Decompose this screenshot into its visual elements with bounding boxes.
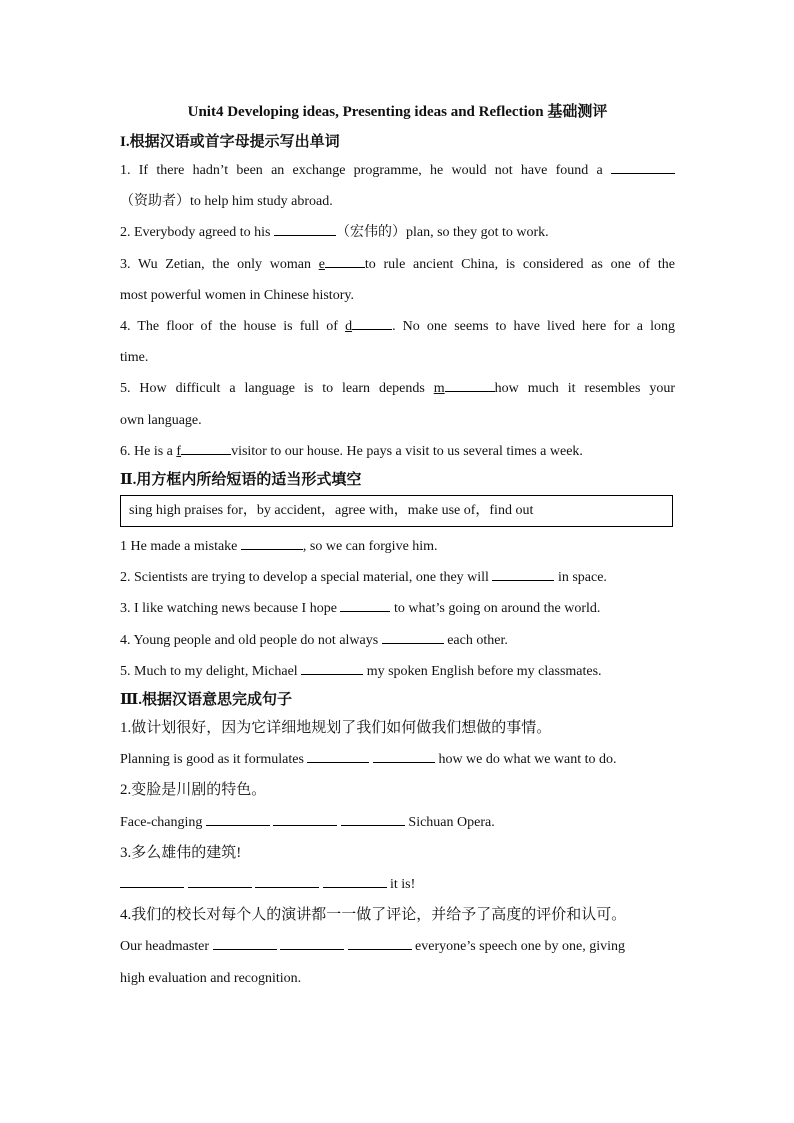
section-3-heading: Ⅲ.根据汉语意思完成句子 bbox=[120, 692, 293, 709]
s1-q6-letter: f bbox=[176, 443, 182, 459]
s3-q3 bbox=[120, 869, 675, 900]
s3-q4-line2 bbox=[120, 963, 675, 994]
section-2-heading: Ⅱ.用方框内所给短语的适当形式填空 bbox=[120, 472, 362, 489]
answer-blank[interactable] bbox=[307, 748, 369, 763]
answer-blank[interactable] bbox=[213, 935, 277, 950]
s3-q4-text-a: Our headmaster bbox=[120, 939, 210, 955]
answer-blank[interactable] bbox=[373, 748, 435, 763]
s3-q2-chinese: 2.变脸是川剧的特色。 bbox=[120, 782, 267, 799]
s1-q4-letter: d bbox=[345, 319, 353, 335]
s2-q2-text-a: 2. Scientists are trying to develop a special material, one they will bbox=[120, 570, 489, 586]
s1-q3-text-b: to rule ancient China, is considered as one of the bbox=[364, 256, 676, 272]
s1-q4-line1 bbox=[120, 311, 675, 342]
s1-q5-text-c: own language. bbox=[120, 412, 202, 428]
s3-q1-text-a: Planning is good as it formulates bbox=[120, 752, 304, 768]
s1-q3-line1 bbox=[120, 249, 675, 280]
s1-q4-text-c: time. bbox=[120, 350, 149, 366]
s2-q4-text-b: each other. bbox=[447, 632, 508, 648]
answer-blank[interactable] bbox=[188, 873, 252, 888]
s2-q3-text-b: to what’s going on around the world. bbox=[393, 601, 601, 617]
answer-blank[interactable] bbox=[340, 597, 390, 612]
s1-q3-text-c: most powerful women in Chinese history. bbox=[120, 287, 354, 303]
s3-q1-chinese: 1.做计划很好，因为它详细地规划了我们如何做我们想做的事情。 bbox=[120, 720, 552, 737]
s1-q3-letter: e bbox=[318, 256, 325, 272]
answer-blank[interactable] bbox=[352, 315, 392, 330]
answer-blank[interactable] bbox=[323, 873, 387, 888]
answer-blank[interactable] bbox=[280, 935, 344, 950]
answer-blank[interactable] bbox=[341, 811, 405, 826]
s1-q6-text-a: 6. He is a bbox=[120, 443, 173, 459]
answer-blank[interactable] bbox=[120, 873, 184, 888]
s1-q2 bbox=[120, 217, 675, 248]
s3-q1-text-b: how we do what we want to do. bbox=[438, 752, 617, 768]
s1-q5-line2 bbox=[120, 405, 675, 436]
phrase-box: sing high praises for，by accident，agree with，make use of，find out bbox=[120, 495, 673, 527]
s1-q4-line2 bbox=[120, 342, 675, 373]
answer-blank[interactable] bbox=[325, 253, 365, 268]
s3-q4-line1 bbox=[120, 931, 675, 962]
worksheet-content bbox=[120, 99, 675, 994]
s1-q2-text-b: （宏伟的）plan, so they got to work. bbox=[335, 225, 549, 241]
section-1-heading: I.根据汉语或首字母提示写出单词 bbox=[120, 134, 340, 150]
s3-q4-text-b: everyone’s speech one by one, giving bbox=[415, 939, 625, 955]
s2-q1-text-b: , so we can forgive him. bbox=[302, 539, 438, 555]
s2-q1 bbox=[120, 531, 675, 562]
answer-blank[interactable] bbox=[206, 811, 270, 826]
answer-blank[interactable] bbox=[273, 811, 337, 826]
s1-q2-text-a: 2. Everybody agreed to his bbox=[120, 225, 271, 241]
answer-blank[interactable] bbox=[445, 377, 495, 392]
s1-q4-text-b: . No one seems to have lived here for a long bbox=[392, 319, 675, 335]
answer-blank[interactable] bbox=[255, 873, 319, 888]
answer-blank[interactable] bbox=[301, 660, 363, 675]
s3-q2 bbox=[120, 807, 675, 838]
page-title: Unit4 Developing ideas, Presenting ideas and Reflection 基础测评 bbox=[187, 104, 608, 120]
s3-q2-text-a: Face-changing bbox=[120, 814, 203, 830]
answer-blank[interactable] bbox=[382, 629, 444, 644]
s1-q5-line1 bbox=[120, 373, 675, 404]
s3-q3-text-b: it is! bbox=[390, 877, 416, 893]
s1-q6-text-b: visitor to our house. He pays a visit to us several times a week. bbox=[231, 443, 583, 459]
s2-q5-text-b: my spoken English before my classmates. bbox=[366, 663, 602, 679]
s1-q3-text-a: 3. Wu Zetian, the only woman bbox=[120, 256, 311, 272]
s1-q1-text-b: （资助者）to help him study abroad. bbox=[120, 194, 333, 210]
s2-q4-text-a: 4. Young people and old people do not always bbox=[120, 632, 379, 648]
s1-q1-line2 bbox=[120, 186, 675, 217]
s2-q3 bbox=[120, 593, 675, 624]
answer-blank[interactable] bbox=[181, 440, 231, 455]
s1-q1-text-a: 1. If there hadn’t been an exchange programme, he would not have found a bbox=[120, 163, 603, 178]
s1-q5-text-b: how much it resembles your bbox=[494, 381, 676, 397]
s1-q5-text-a: 5. How difficult a language is to learn depends bbox=[120, 381, 425, 397]
s2-q4 bbox=[120, 625, 675, 656]
s2-q3-text-a: 3. I like watching news because I hope bbox=[120, 601, 337, 617]
answer-blank[interactable] bbox=[492, 566, 554, 581]
s1-q6 bbox=[120, 436, 675, 467]
s2-q2 bbox=[120, 562, 675, 593]
answer-blank[interactable] bbox=[611, 159, 675, 174]
s1-q4-text-a: 4. The floor of the house is full of bbox=[120, 319, 338, 335]
s2-q5-text-a: 5. Much to my delight, Michael bbox=[120, 663, 298, 679]
s3-q1 bbox=[120, 744, 675, 775]
s3-q2-text-b: Sichuan Opera. bbox=[408, 814, 495, 830]
s3-q3-chinese: 3.多么雄伟的建筑! bbox=[120, 844, 242, 861]
answer-blank[interactable] bbox=[274, 221, 336, 236]
s1-q3-line2 bbox=[120, 280, 675, 311]
s3-q4-text-c: high evaluation and recognition. bbox=[120, 970, 302, 986]
answer-blank[interactable] bbox=[241, 535, 303, 550]
s3-q4-chinese: 4.我们的校长对每个人的演讲都一一做了评论，并给予了高度的评价和认可。 bbox=[120, 907, 627, 924]
s1-q1-line1 bbox=[120, 155, 675, 186]
s2-q5 bbox=[120, 656, 675, 687]
s2-q2-text-b: in space. bbox=[557, 570, 607, 586]
s1-q5-letter: m bbox=[433, 381, 445, 397]
s2-q1-text-a: 1 He made a mistake bbox=[120, 539, 238, 555]
answer-blank[interactable] bbox=[348, 935, 412, 950]
